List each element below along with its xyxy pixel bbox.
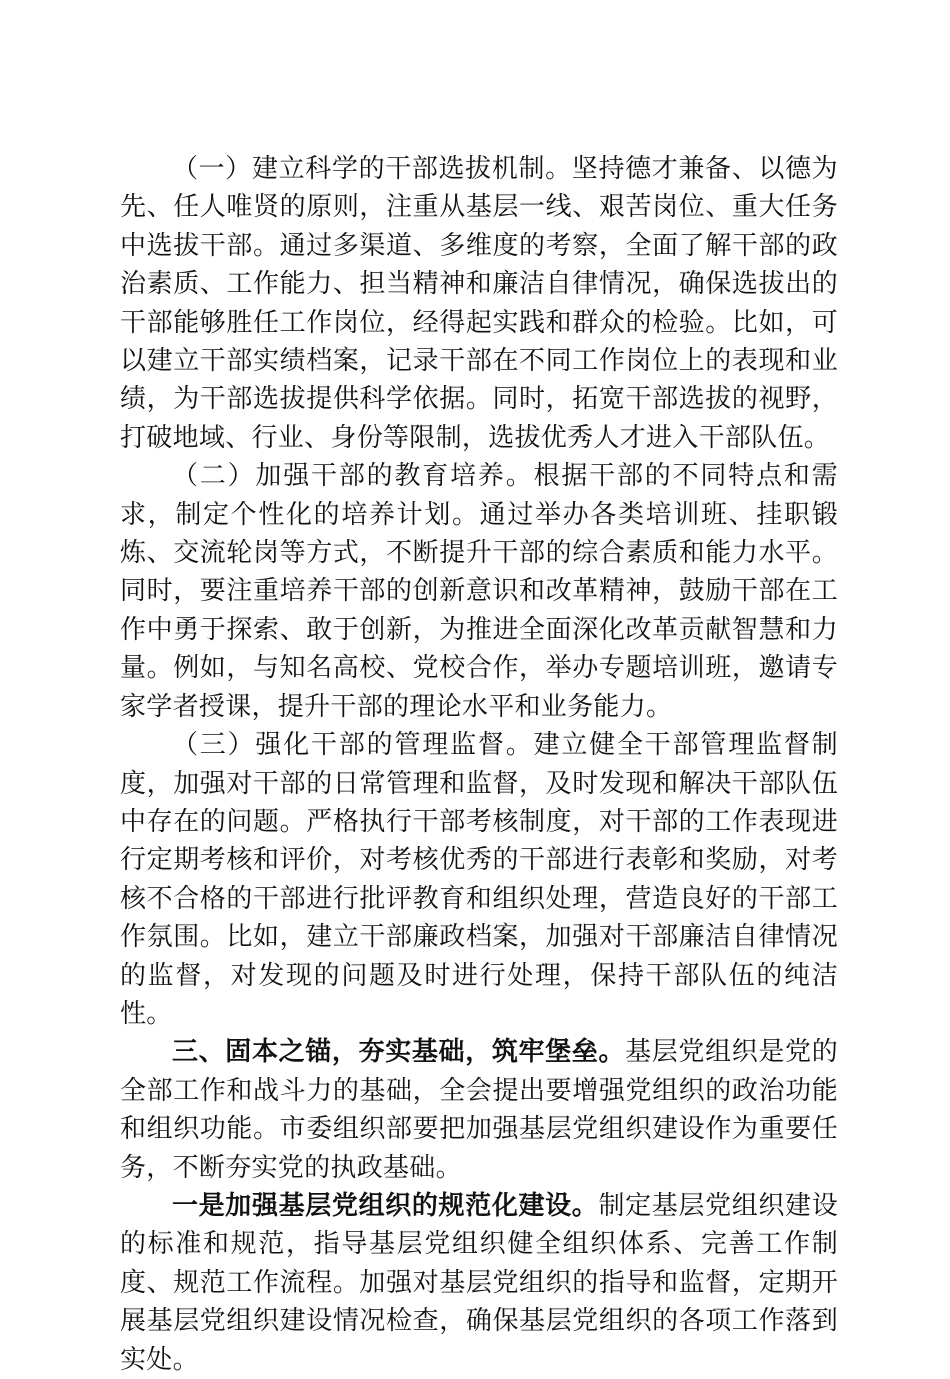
paragraph-standardization — [120, 1187, 838, 1379]
paragraph-body: 基层党组织是党的全部工作和战斗力的基础，全会提出要增强党组织的政治功能和组织功能。市委组织部要把加强基层党组织建设作为重要任务，不断夯实党的执政基础。 — [120, 1037, 838, 1183]
paragraph-body: 坚持德才兼备、以德为先、任人唯贤的原则，注重从基层一线、艰苦岗位、重大任务中选拔干部。通过多渠道、多维度的考察，全面了解干部的政治素质、工作能力、担当精神和廉洁自律情况，确保选拔出的干部能够胜任工作岗位，经得起实践和群众的检验。比如，可以建立干部实绩档案，记录干部在不同工作岗位上的表现和业绩，为干部选拔提供科学依据。同时，拓宽干部选拔的视野，打破地域、行业、身份等限制，选拔优秀人才进入干部队伍。 — [120, 154, 838, 453]
paragraph-cadre-selection — [120, 150, 838, 457]
paragraph-body: 建立健全干部管理监督制度，加强对干部的日常管理和监督，及时发现和解决干部队伍中存在的问题。严格执行干部考核制度，对干部的工作表现进行定期考核和评价，对考核优秀的干部进行表彰和奖励，对考核不合格的干部进行批评教育和组织处理，营造良好的干部工作氛围。比如，建立干部廉政档案，加强对干部廉洁自律情况的监督，对发现的问题及时进行处理，保持干部队伍的纯洁性。 — [120, 730, 838, 1029]
paragraph-body: 根据干部的不同特点和需求，制定个性化的培养计划。通过举办各类培训班、挂职锻炼、交流轮岗等方式，不断提升干部的综合素质和能力水平。同时，要注重培养干部的创新意识和改革精神，鼓励干部在工作中勇于探索、敢于创新，为推进全面深化改革贡献智慧和力量。例如，与知名高校、党校合作，举办专题培训班，邀请专家学者授课，提升干部的理论水平和业务能力。 — [120, 461, 838, 722]
paragraph-section-three — [120, 1033, 838, 1187]
paragraph-lead: （一）建立科学的干部选拔机制。 — [172, 154, 572, 184]
paragraph-lead: （二）加强干部的教育培养。 — [172, 461, 534, 492]
paragraph-cadre-supervision — [120, 726, 838, 1033]
section-heading: 三、固本之锚，夯实基础，筑牢堡垒。 — [172, 1037, 626, 1068]
paragraph-lead-bold: 一是加强基层党组织的规范化建设。 — [172, 1190, 599, 1221]
paragraph-cadre-training — [120, 457, 838, 726]
paragraph-lead: （三）强化干部的管理监督。 — [172, 730, 534, 761]
document-body — [120, 150, 838, 1379]
paragraph-body: 制定基层党组织建设的标准和规范，指导基层党组织健全组织体系、完善工作制度、规范工作流程。加强对基层党组织的指导和监督，定期开展基层党组织建设情况检查，确保基层党组织的各项工作落到实处。 — [120, 1190, 838, 1375]
